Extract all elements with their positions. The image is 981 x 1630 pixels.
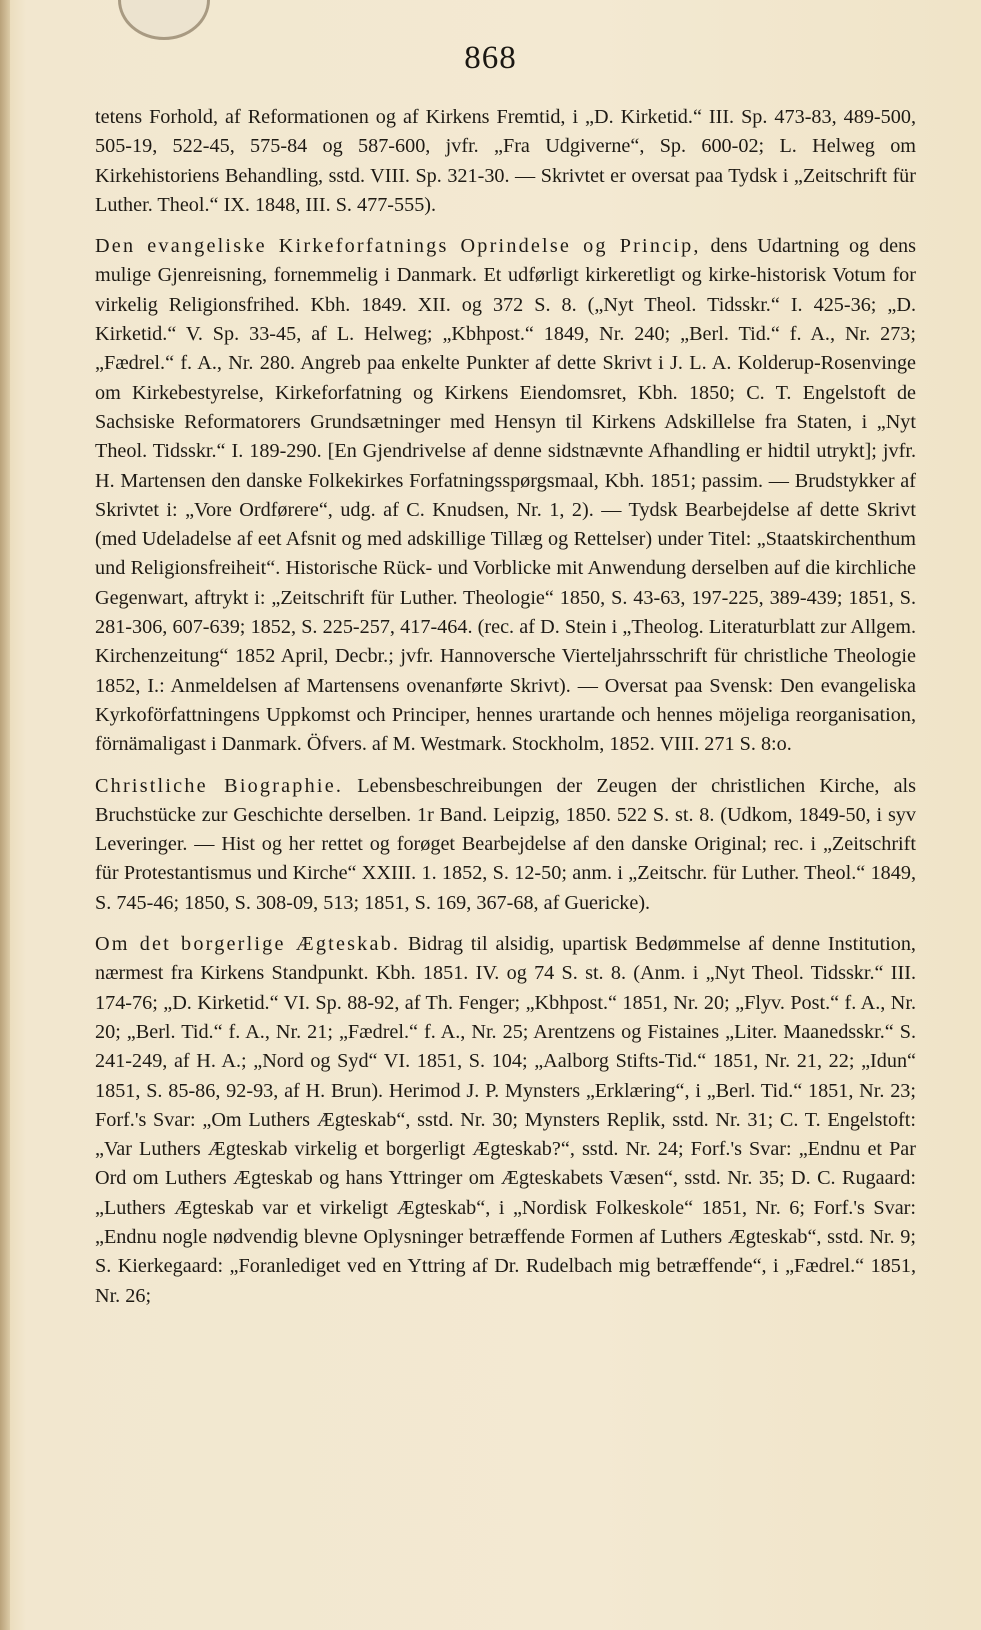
entry-borgerlige-aegteskab — [95, 930, 916, 1311]
entry-kirkeforfatning-body: dens Udartning og dens mulige Gjenreisning, fornemmelig i Danmark. Et udførligt kirkeretligt og kirke-historisk Votum for virkelig Religionsfrihed. Kbh. 1849. XII. og 372 S. 8. („Nyt Theol. Tidsskr.“ I. 425-36; „D. Kirketid.“ V. Sp. 33-45, af L. Helweg; „Kbhpost.“ 1849, Nr. 240; „Berl. Tid.“ f. A., Nr. 273; „Fædrel.“ f. A., Nr. 280. Angreb paa enkelte Punkter af dette Skrivt i J. L. A. Kolderup-Rosenvinge om Kirkebestyrelse, Kirkeforfatning og Kirkens Eiendomsret, Kbh. 1850; C. T. Engelstoft de Sachsiske Reformatorers Grundsætninger med Hensyn til Kirkens Adskillelse fra Staten, i „Nyt Theol. Tidsskr.“ I. 189-290. [En Gjendrivelse af denne sidstnævnte Afhandling er hidtil utrykt]; jvfr. H. Martensen den danske Folkekirkes Forfatningsspørgsmaal, Kbh. 1851; passim. — Brudstykker af Skrivtet i: „Vore Ordførere“, udg. af C. Knudsen, Nr. 1, 2). — Tydsk Bearbejdelse af dette Skrivt (med Udeladelse af eet Afsnit og med adskillige Tillæg og Rettelser) under Titel: „Staatskirchenthum und Religionsfreiheit“. Historische Rück- und Vorblicke mit Anwendung derselben auf die kirchliche Gegenwart, aftrykt i: „Zeitschrift für Luther. Theologie“ 1850, S. 43-63, 197-225, 389-439; 1851, S. 281-306, 607-639; 1852, S. 225-257, 417-464. (rec. af D. Stein i „Theolog. Literaturblatt zur Allgem. Kirchenzeitung“ 1852 April, Decbr.; jvfr. Hannoversche Vierteljahrsschrift für christliche Theologie 1852, I.: Anmeldelsen af Martensens ovenanførte Skrivt). — Oversat paa Svensk: Den evangeliska Kyrkoförfattningens Uppkomst och Principer, hennes urartande och hennes möjeliga reorganisation, förnämaligast i Danmark. Öfvers. af M. Westmark. Stockholm, 1852. VIII. 271 S. 8:o. — [95, 235, 916, 756]
entry-continuation — [95, 103, 916, 220]
entry-kirkeforfatning-title: Den evangeliske Kirkeforfatnings Oprindelse og Princip, — [95, 235, 701, 258]
entry-christliche-biographie — [95, 772, 916, 918]
entry-christliche-biographie-body: Lebensbeschreibungen der Zeugen der christlichen Kirche, als Bruchstücke zur Geschichte derselben. 1r Band. Leipzig, 1850. 522 S. st. 8. (Udkom, 1849-50, i syv Leveringer. — Hist og her rettet og forøget Bearbejdelse af den danske Original; rec. i „Zeitschrift für Protestantismus und Kirche“ XXIII. 1. 1852, S. 12-50; anm. i „Zeitschr. für Luther. Theol.“ 1849, S. 745-46; 1850, S. 308-09, 513; 1851, S. 169, 367-68, af Guericke). — [95, 774, 917, 914]
entry-kirkeforfatning — [95, 232, 916, 759]
paper-clip-mark — [118, 0, 210, 40]
page-binding-edge — [0, 0, 10, 1630]
entry-borgerlige-aegteskab-title: Om det borgerlige Ægteskab. — [95, 933, 401, 956]
entry-continuation-body: tetens Forhold, af Reformationen og af Kirkens Fremtid, i „D. Kirketid.“ III. Sp. 473-83, 489-500, 505-19, 522-45, 575-84 og 587-600, jvfr. „Fra Udgiverne“, Sp. 600-02; L. Helweg om Kirkehistoriens Behandling, sstd. VIII. Sp. 321-30. — Skrivtet er oversat paa Tydsk i „Zeitschrift für Luther. Theol.“ IX. 1848, III. S. 477-555). — [95, 106, 916, 216]
bibliography-text — [95, 103, 916, 1311]
entry-borgerlige-aegteskab-body: Bidrag til alsidig, upartisk Bedømmelse af denne Institution, nærmest fra Kirkens Standpunkt. Kbh. 1851. IV. og 74 S. st. 8. (Anm. i „Nyt Theol. Tidsskr.“ III. 174-76; „D. Kirketid.“ VI. Sp. 88-92, af Th. Fenger; „Kbhpost.“ 1851, Nr. 20; „Flyv. Post.“ f. A., Nr. 20; „Berl. Tid.“ f. A., Nr. 21; „Fædrel.“ f. A., Nr. 25; Arentzens og Fistaines „Liter. Maanedsskr.“ S. 241-249, af H. A.; „Nord og Syd“ VI. 1851, S. 104; „Aalborg Stifts-Tid.“ 1851, Nr. 21, 22; „Idun“ 1851, S. 85-86, 92-93, af H. Brun). Herimod J. P. Mynsters „Erklæring“, i „Berl. Tid.“ 1851, Nr. 23; Forf.'s Svar: „Om Luthers Ægteskab“, sstd. Nr. 30; Mynsters Replik, sstd. Nr. 31; C. T. Engelstoft: „Var Luthers Ægteskab virkelig et borgerligt Ægteskab?“, sstd. Nr. 24; Forf.'s Svar: „Endnu et Par Ord om Luthers Ægteskab og hans Yttringer om Ægteskabets Væsen“, sstd. Nr. 35; D. C. Rugaard: „Luthers Ægteskab var et virkeligt Ægteskab“, i „Nordisk Folkeskole“ 1851, Nr. 6; Forf.'s Svar: „Endnu nogle nødvendig blevne Oplysninger betræffende Formen af Luthers Ægteskab“, sstd. Nr. 9; S. Kierkegaard: „Foranlediget ved en Yttring af Dr. Rudelbach mig betræffende“, i „Fædrel.“ 1851, Nr. 26; — [95, 933, 916, 1307]
entry-christliche-biographie-title: Christliche Biographie. — [95, 774, 344, 797]
page-number: 868 — [464, 40, 517, 76]
